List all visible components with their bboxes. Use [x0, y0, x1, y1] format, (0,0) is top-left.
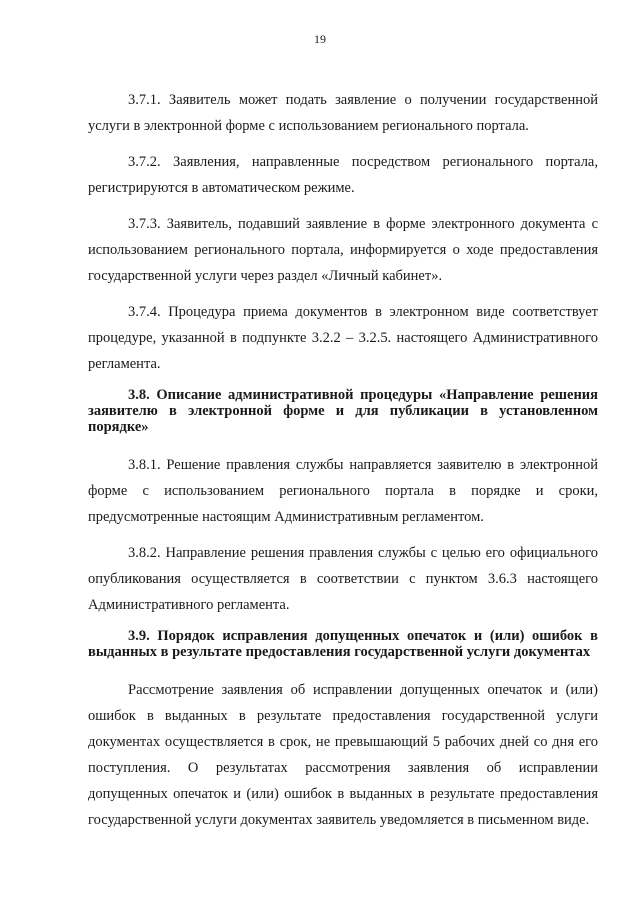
section-heading-3-8: 3.8. Описание административной процедуры «Направление решения заявителю в электронной форме и для публикации в установленном порядке»	[88, 387, 598, 435]
paragraph-3-9-body: Рассмотрение заявления об исправлении допущенных опечаток и (или) ошибок в выданных в результате предоставления государственной услуги документах осуществляется в срок, не превышающий 5 рабочих дней со дня его поступления. О результатах рассмотрения заявления об исправлении допущенных опечаток и (или) ошибок в выданных в результате предоставления государственной услуги документах заявитель уведомляется в письменном виде.	[88, 682, 598, 828]
page-number: 19	[314, 32, 326, 46]
paragraph-3-8-2: 3.8.2. Направление решения правления службы с целью его официального опубликования осуществляется в соответствии с пунктом 3.6.3 настоящего Административного регламента.	[88, 545, 598, 613]
paragraph-3-7-3: 3.7.3. Заявитель, подавший заявление в форме электронного документа с использованием регионального портала, информируется о ходе предоставления государственной услуги через раздел «Личный кабинет».	[88, 216, 598, 284]
section-heading-3-9: 3.9. Порядок исправления допущенных опечаток и (или) ошибок в выданных в результате предоставления государственной услуги документах	[88, 628, 598, 660]
paragraph-3-7-4: 3.7.4. Процедура приема документов в электронном виде соответствует процедуре, указанной в подпункте 3.2.2 – 3.2.5. настоящего Административного регламента.	[88, 304, 598, 372]
paragraph-3-7-2: 3.7.2. Заявления, направленные посредством регионального портала, регистрируются в автоматическом режиме.	[88, 154, 598, 196]
paragraph-3-8-1: 3.8.1. Решение правления службы направляется заявителю в электронной форме с использованием регионального портала в порядке и сроки, предусмотренные настоящим Административным регламентом.	[88, 457, 598, 525]
paragraph-3-7-1: 3.7.1. Заявитель может подать заявление о получении государственной услуги в электронной форме с использованием регионального портала.	[88, 92, 598, 134]
document-body	[88, 87, 598, 843]
